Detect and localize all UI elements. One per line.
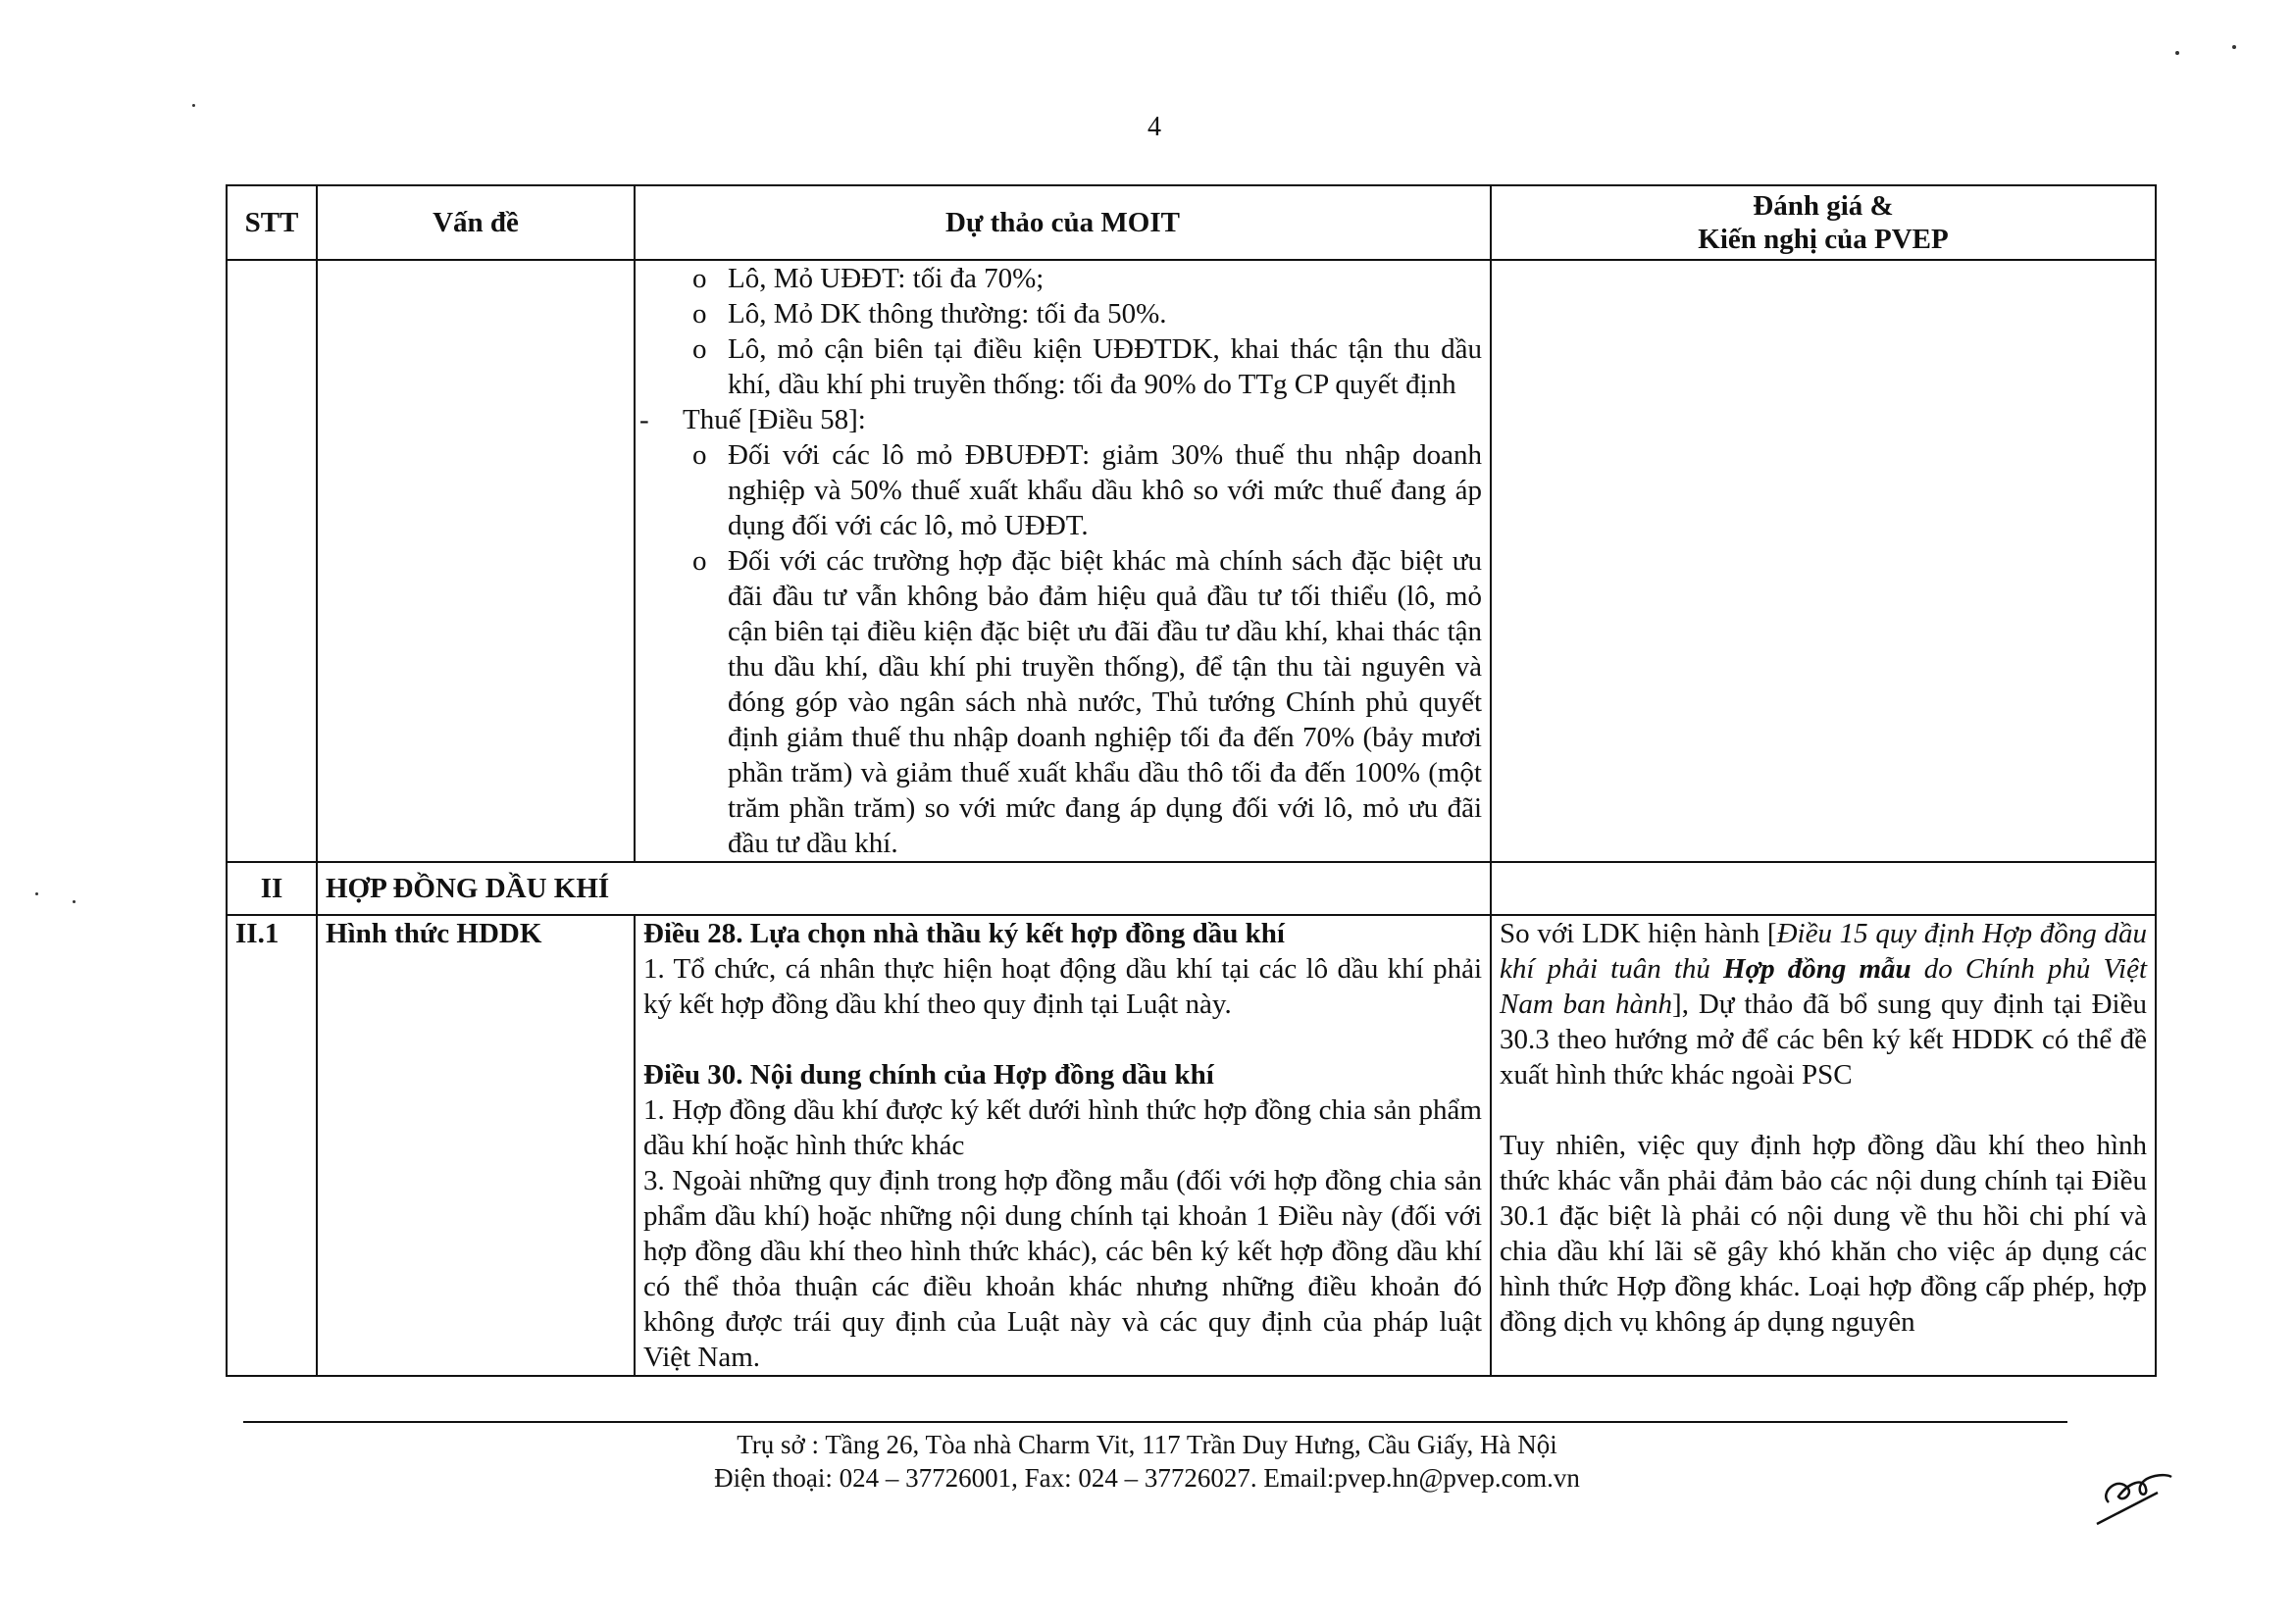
- section-number: II: [227, 862, 317, 915]
- list-item: o Lô, mỏ cận biên tại điều kiện UĐĐTDK, khai thác tận thu dầu khí, dầu khí phi truyền thống: tối đa 90% do TTg CP quyết định: [683, 331, 1482, 402]
- scan-speck: [192, 104, 195, 107]
- page-number: 4: [1147, 112, 1161, 142]
- footer-divider: [243, 1421, 2067, 1423]
- scan-speck: [73, 900, 76, 903]
- assessment-bold-italic: Hợp đồng mẫu: [1723, 953, 1912, 985]
- cell-assessment: [1491, 260, 2156, 862]
- list-item: o Lô, Mỏ UĐĐT: tối đa 70%;: [683, 261, 1482, 296]
- row-draft: [635, 915, 1491, 1376]
- cell-stt: [227, 260, 317, 862]
- article-30-title: Điều 30. Nội dung chính của Hợp đồng dầu khí: [643, 1059, 1214, 1091]
- assessment-text: ], Dự thảo đã bổ sung quy định tại Điều 30.3 theo hướng mở để các bên ký kết HDDK có thể đề xuất hình thức khác ngoài PSC: [1500, 989, 2147, 1091]
- assessment-paragraph-2: Tuy nhiên, việc quy định hợp đồng dầu khí theo hình thức khác vẫn phải đảm bảo các nội dung chính tại Điều 30.1 đặc biệt là phải có nội dung về thu hồi chi phí và chia dầu khí lãi sẽ gây khó khăn cho việc áp dụng các hình thức Hợp đồng khác. Loại hợp đồng cấp phép, hợp đồng dịch vụ không áp dụng nguyên: [1500, 1130, 2147, 1338]
- comment-table: [226, 184, 2157, 1377]
- assessment-italic: do Chính phủ Việt Nam ban hành: [1500, 953, 2148, 1020]
- assessment-text: So với LDK hiện hành [: [1500, 918, 1777, 949]
- assessment-paragraph-1: [1500, 916, 2147, 1092]
- initials-signature: [2089, 1463, 2177, 1532]
- header-issue: Vấn đề: [317, 185, 635, 260]
- row-issue: Hình thức HDDK: [317, 915, 635, 1376]
- table-row-section-ii: [227, 862, 2156, 915]
- header-draft: Dự thảo của MOIT: [635, 185, 1491, 260]
- assessment-italic: Điều 15 quy định Hợp đồng dầu khí phải tuân thủ: [1500, 918, 2147, 985]
- spacer: [643, 1022, 1482, 1057]
- article-28-paragraph: 1. Tổ chức, cá nhân thực hiện hoạt động dầu khí tại các lô dầu khí phải ký kết hợp đồng dầu khí theo quy định tại Luật này.: [643, 953, 1482, 1020]
- scan-speck: [35, 892, 38, 895]
- list-item: o Lô, Mỏ DK thông thường: tối đa 50%.: [683, 296, 1482, 331]
- cell-issue: [317, 260, 635, 862]
- section-title: HỢP ĐỒNG DẦU KHÍ: [317, 862, 1491, 915]
- list-item: o Đối với các lô mỏ ĐBUĐĐT: giảm 30% thuế thu nhập doanh nghiệp và 50% thuế xuất khẩu dầu khô so với mức thuế đang áp dụng đối với các lô, mỏ UĐĐT.: [683, 437, 1482, 543]
- row-number: II.1: [227, 915, 317, 1376]
- spacer: [1500, 1092, 2147, 1128]
- scan-speck: [2232, 45, 2236, 49]
- header-stt: STT: [227, 185, 317, 260]
- article-30-paragraph-1: 1. Hợp đồng dầu khí được ký kết dưới hình thức hợp đồng chia sản phẩm dầu khí hoặc hình thức khác: [643, 1094, 1482, 1161]
- table-row-ii1: [227, 915, 2156, 1376]
- table-row-continuation: [227, 260, 2156, 862]
- footer-address: Trụ sở : Tầng 26, Tòa nhà Charm Vit, 117 Trần Duy Hưng, Cầu Giấy, Hà Nội: [737, 1430, 1557, 1459]
- cell-assessment: [1491, 862, 2156, 915]
- cell-draft: [635, 260, 1491, 862]
- header-assessment-line2: Kiến nghị của PVEP: [1698, 224, 1949, 255]
- row-assessment: [1491, 915, 2156, 1376]
- scan-speck: [2175, 51, 2179, 55]
- list-item: o Đối với các trường hợp đặc biệt khác mà chính sách đặc biệt ưu đãi đầu tư vẫn không bảo đảm hiệu quả đầu tư tối thiểu (lô, mỏ cận biên tại điều kiện đặc biệt ưu đãi đầu tư dầu khí, khai thác tận thu dầu khí, dầu khí phi truyền thống), để tận thu tài nguyên và đóng góp vào ngân sách nhà nước, Thủ tướng Chính phủ quyết định giảm thuế thu nhập doanh nghiệp tối đa đến 70% (bảy mươi phần trăm) và giảm thuế xuất khẩu dầu thô tối đa đến 100% (một trăm phần trăm) so với mức đang áp dụng đối với lô, mỏ ưu đãi đầu tư dầu khí.: [683, 543, 1482, 861]
- header-assessment-line1: Đánh giá &: [1753, 190, 1894, 222]
- table-header-row: [227, 185, 2156, 260]
- article-28-title: Điều 28. Lựa chọn nhà thầu ký kết hợp đồng dầu khí: [643, 918, 1285, 949]
- tax-heading: - Thuế [Điều 58]:: [636, 402, 1482, 437]
- header-assessment: [1491, 185, 2156, 260]
- article-30-paragraph-3: 3. Ngoài những quy định trong hợp đồng mẫu (đối với hợp đồng chia sản phẩm dầu khí) hoặc những nội dung chính tại khoản 1 Điều này (đối với hợp đồng dầu khí theo hình thức khác), các bên ký kết hợp đồng dầu khí có thể thỏa thuận các điều khoản khác nhưng những điều khoản đó không được trái quy định của Luật này và các quy định của pháp luật Việt Nam.: [643, 1165, 1482, 1373]
- footer-contact: Điện thoại: 024 – 37726001, Fax: 024 – 37726027. Email:pvep.hn@pvep.com.vn: [714, 1463, 1580, 1493]
